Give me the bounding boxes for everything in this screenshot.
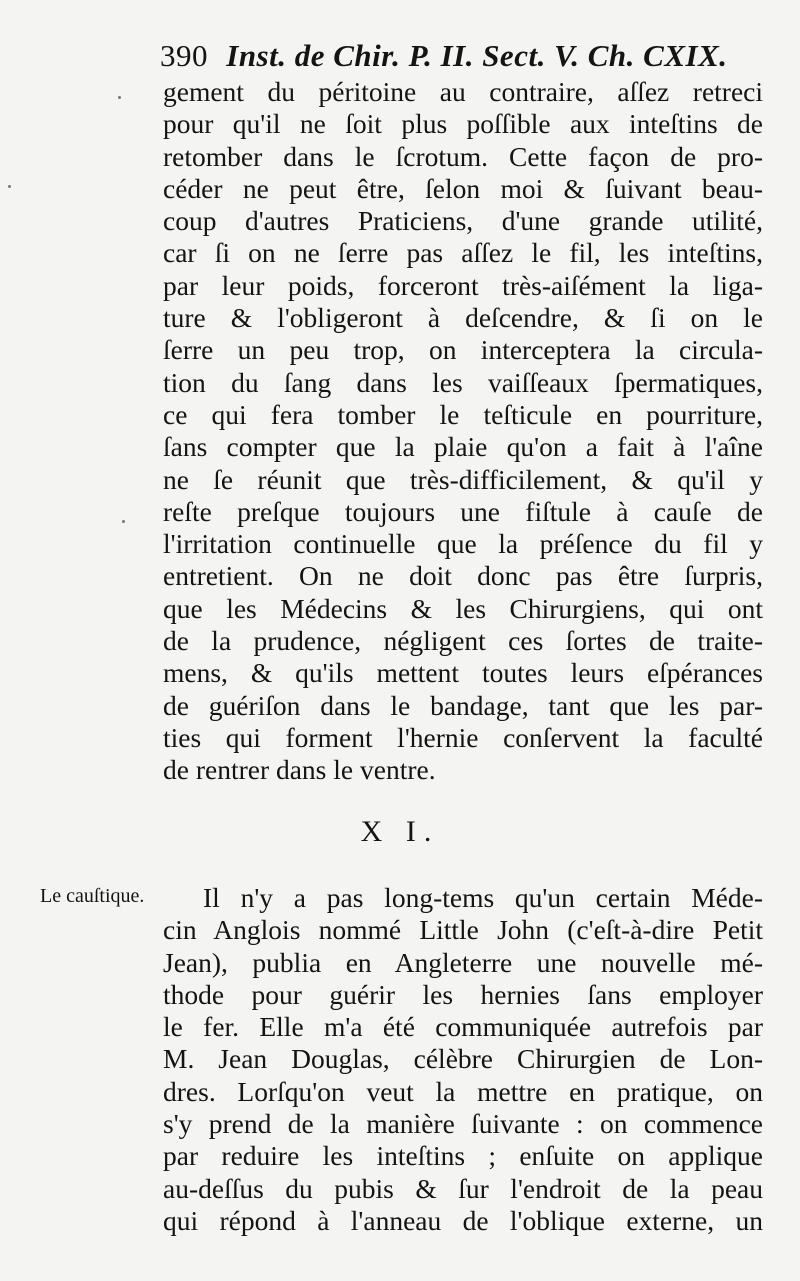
paper-speck [122, 520, 125, 523]
text-line: qui répond à l'anneau de l'oblique externe, un [163, 1204, 763, 1236]
text-line: reſte preſque toujours une fiſtule à cauſe de [163, 495, 763, 527]
text-line: de rentrer dans le ventre. [163, 754, 436, 786]
text-line: gement du péritoine au contraire, aſſez retreci [163, 76, 763, 107]
paper-speck [8, 185, 11, 188]
text-line: par leur poids, forceront très-aiſément la liga- [163, 269, 763, 301]
running-title: Inst. de Chir. P. II. Sect. V. Ch. CXIX. [226, 38, 728, 73]
paper-speck [118, 96, 121, 99]
text-line: coup d'autres Praticiens, d'une grande utilité, [163, 205, 763, 237]
page-number: 390 [160, 38, 208, 73]
text-line: dres. Lorſqu'on veut la mettre en pratique, on [163, 1075, 763, 1107]
text-line: mens, & qu'ils mettent toutes leurs eſpérances [163, 657, 763, 689]
text-line: M. Jean Douglas, célèbre Chirurgien de Lon- [163, 1043, 763, 1075]
text-line: ſerre un peu trop, on interceptera la circula- [163, 334, 763, 366]
text-line: retomber dans le ſcrotum. Cette façon de pro- [163, 140, 763, 172]
text-line: ties qui forment l'hernie conſervent la faculté [163, 721, 763, 753]
text-line: pour qu'il ne ſoit plus poſſible aux inteſtins de [163, 108, 763, 140]
text-line: ne ſe réunit que très-difficilement, & qu'il y [163, 463, 763, 495]
text-line: ce qui fera tomber le teſticule en pourriture, [163, 398, 763, 430]
section-number: X I. [360, 815, 440, 848]
text-line: Jean), publia en Angleterre une nouvelle mé- [163, 946, 763, 978]
text-line: entretient. On ne doit donc pas être ſurpris, [163, 560, 763, 592]
text-line: au-deſſus du pubis & ſur l'endroit de la peau [163, 1172, 763, 1204]
text-line: thode pour guérir les hernies ſans employer [163, 978, 763, 1010]
text-line: céder ne peut être, ſelon moi & ſuivant beau- [163, 172, 763, 204]
running-header [160, 38, 760, 74]
paragraph-2 [163, 882, 763, 1237]
text-line: Il n'y a pas long-tems qu'un certain Méde- [203, 882, 763, 913]
text-line: de la prudence, négligent ces ſortes de traite- [163, 625, 763, 657]
text-line: que les Médecins & les Chirurgiens, qui ont [163, 592, 763, 624]
text-line: de guériſon dans le bandage, tant que les par- [163, 689, 763, 721]
margin-note: Le cauſtique. [40, 885, 145, 907]
text-line: le fer. Elle m'a été communiquée autrefois par [163, 1011, 763, 1043]
text-line: par reduire les inteſtins ; enſuite on applique [163, 1140, 763, 1172]
paragraph-1 [163, 76, 763, 787]
text-line: cin Anglois nommé Little John (c'eſt-à-dire Petit [163, 914, 763, 946]
text-line: ſans compter que la plaie qu'on a fait à l'aîne [163, 431, 763, 463]
text-line: car ſi on ne ſerre pas aſſez le fil, les inteſtins, [163, 237, 763, 269]
text-line: s'y prend de la manière ſuivante : on commence [163, 1108, 763, 1140]
text-line: ture & l'obligeront à deſcendre, & ſi on le [163, 302, 763, 334]
text-line: l'irritation continuelle que la préſence du fil y [163, 528, 763, 560]
text-line: tion du ſang dans les vaiſſeaux ſpermatiques, [163, 366, 763, 398]
